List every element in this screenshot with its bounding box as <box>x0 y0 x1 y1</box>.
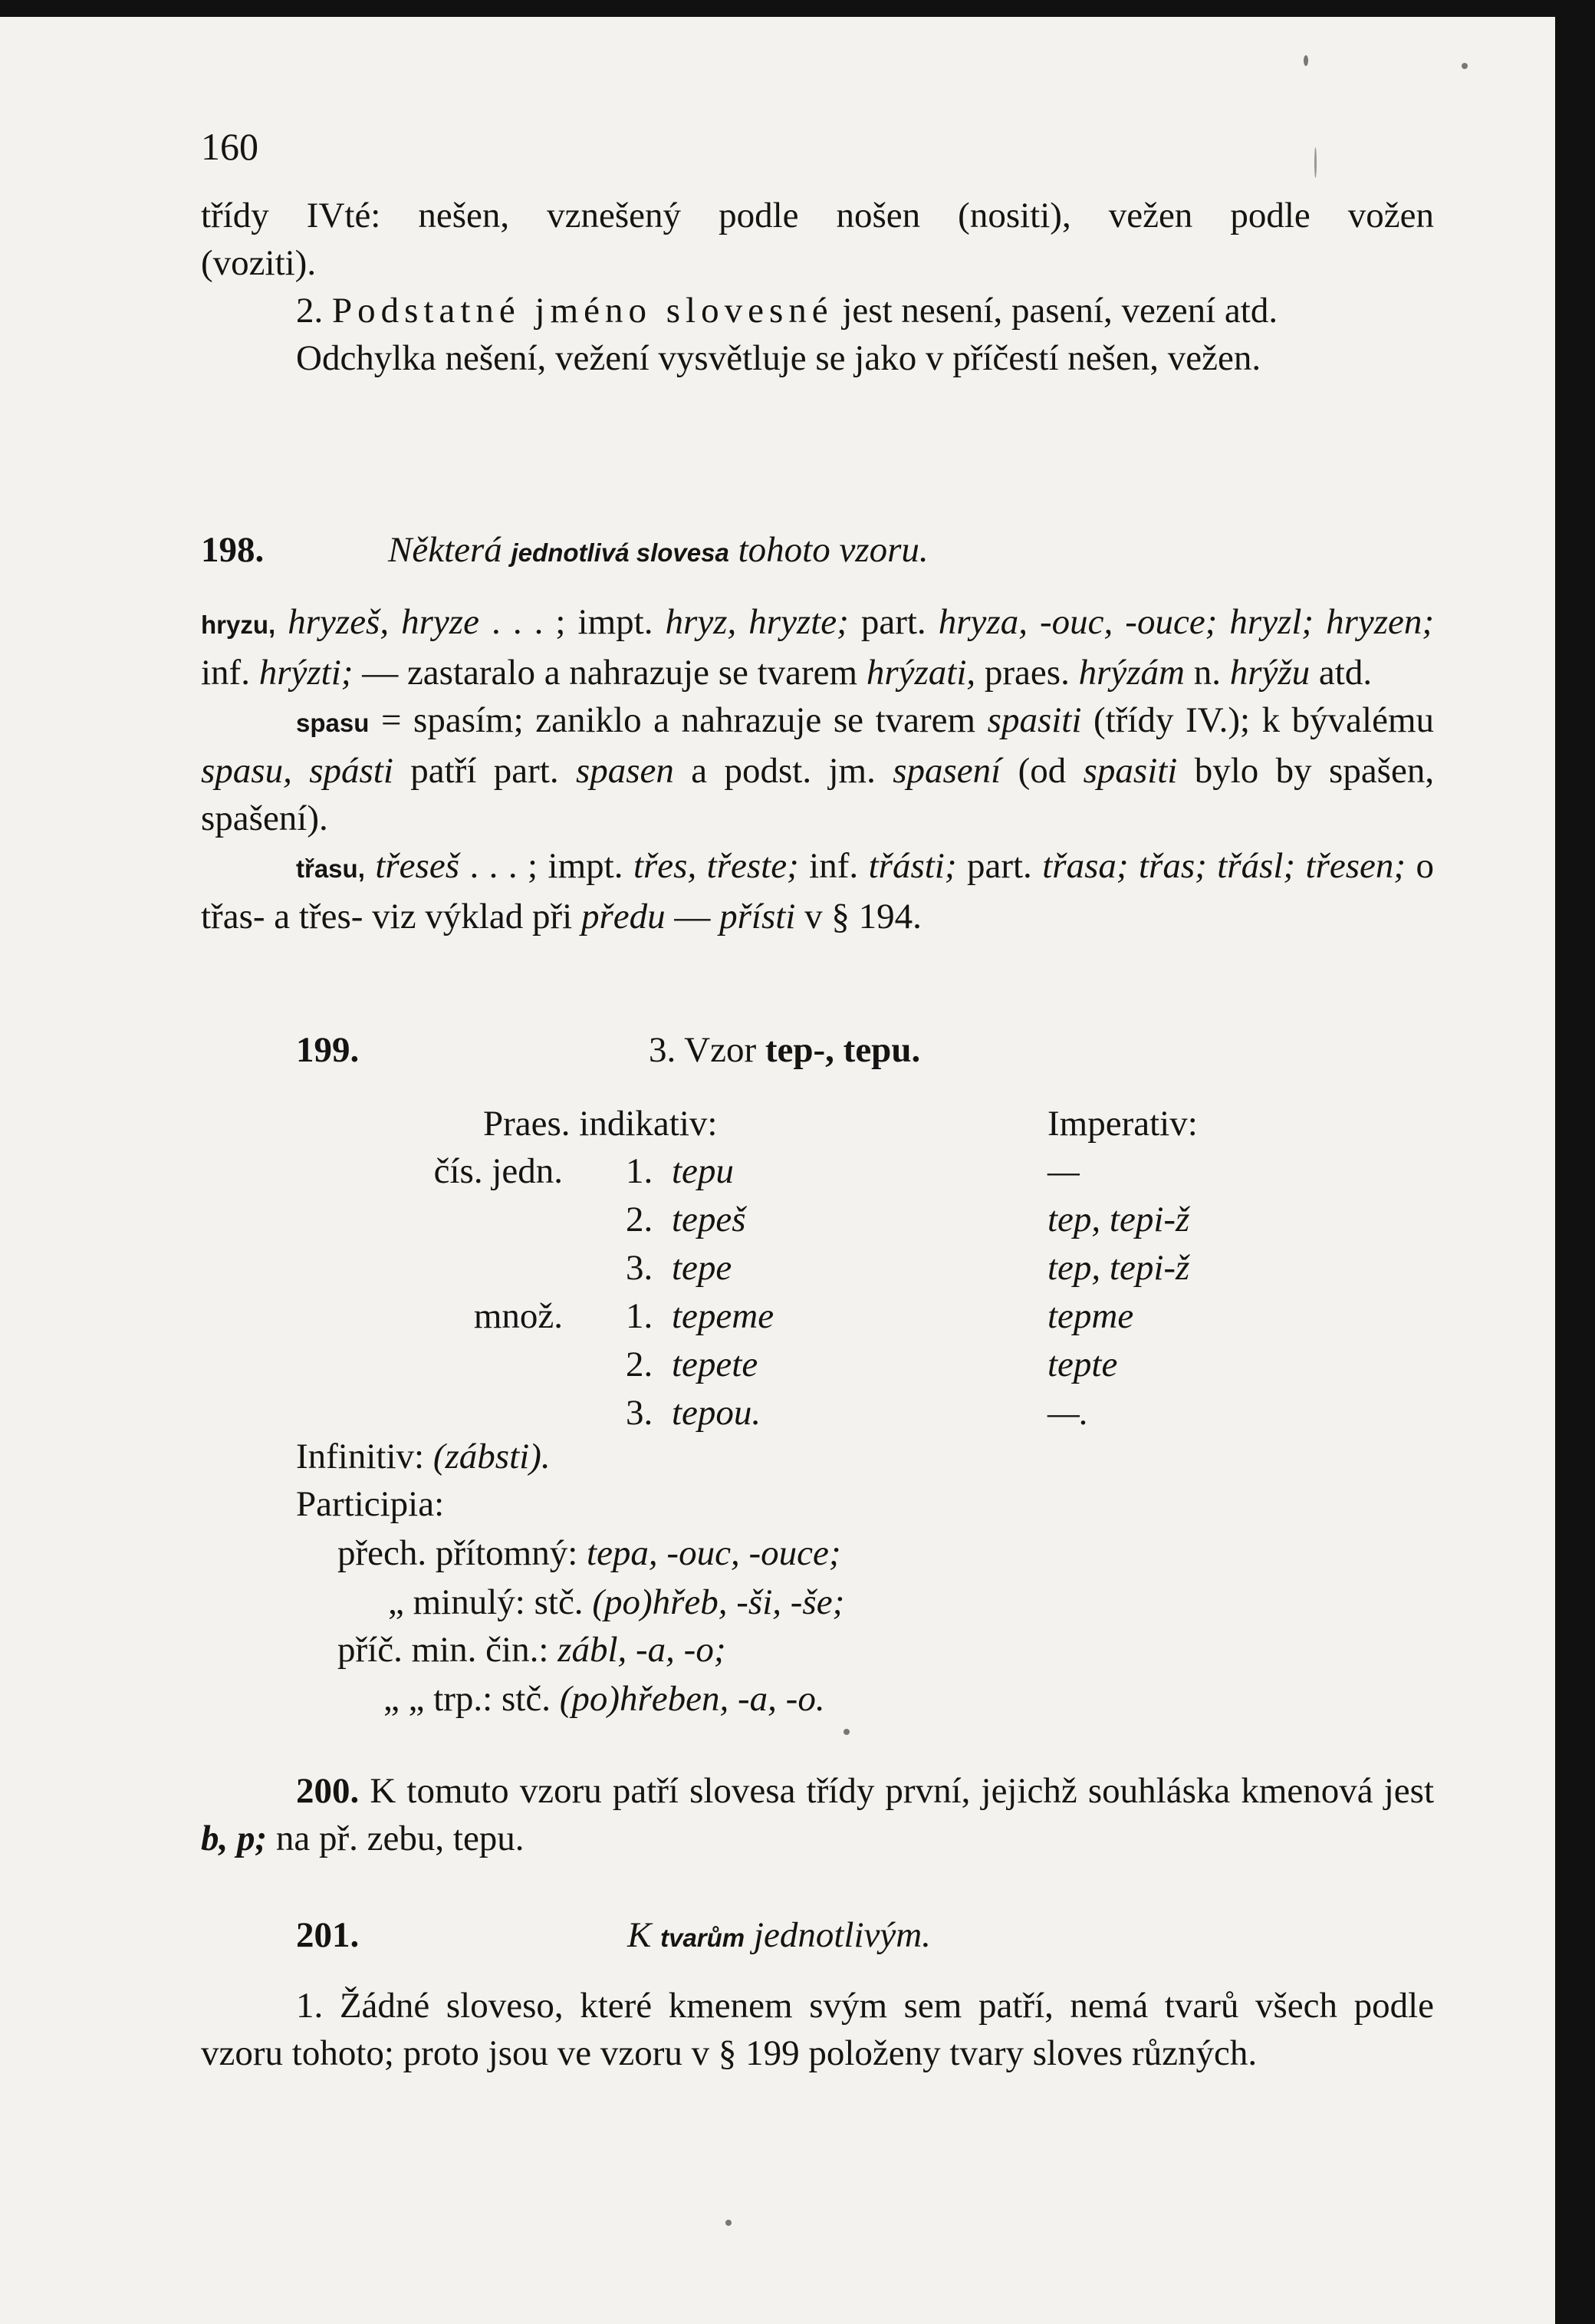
paradigm-person: 1. <box>626 1296 653 1336</box>
entry-form: hrýzati, <box>866 653 976 693</box>
entry-form: hrýzti; <box>258 653 354 693</box>
paradigm-imperative: tepme <box>1047 1296 1134 1336</box>
entry-text: patří part. <box>410 751 559 791</box>
paradigm-person: 2. <box>626 1200 653 1239</box>
page-number: 160 <box>201 125 258 168</box>
intro-paragraph-2 <box>201 287 1434 334</box>
paradigm-person: 1. <box>626 1151 653 1191</box>
participle-value: (po)hřeben, -a, -o. <box>559 1679 825 1719</box>
entry-text: inf. <box>809 846 859 886</box>
participle-label: přech. přítomný: <box>337 1533 578 1573</box>
section-200 <box>201 1767 1434 1862</box>
entry-text: o třas- a třes- viz výklad při <box>201 846 1435 937</box>
entry-text: atd. <box>1318 653 1373 693</box>
section-number: 200. <box>296 1771 360 1811</box>
paradigm-imperative: — <box>1047 1151 1080 1191</box>
entry-hryzu <box>201 598 1434 696</box>
entry-form: třeseš <box>375 846 459 886</box>
participle-label: příč. min. čin.: <box>337 1630 549 1670</box>
entry-form: třasa; třas; třásl; třesen; <box>1042 846 1406 886</box>
entry-form: hryzeš, hryze <box>288 602 479 642</box>
section-title <box>388 530 929 570</box>
entry-text: (třídy IV.); k bývalému <box>1093 700 1435 740</box>
entry-text: = spasím; zaniklo a nahrazuje se tvarem <box>380 700 976 740</box>
title-part: jednotlivým. <box>753 1915 931 1955</box>
intro-block <box>201 192 1434 382</box>
section-201-title <box>627 1911 931 1962</box>
paradigm-person: 2. <box>626 1345 653 1384</box>
paradigm-imperative: tep, tepi-ž <box>1047 1200 1190 1239</box>
scan-speck <box>1462 63 1468 69</box>
section-199-title <box>649 1026 920 1074</box>
title-part: tvarům <box>660 1924 745 1952</box>
title-part: Některá <box>388 530 502 570</box>
entry-form: spasen <box>575 751 674 791</box>
entry-head: spasu <box>296 709 370 737</box>
paradigm-form: tepu <box>672 1151 734 1191</box>
paragraph-number: 2. <box>296 291 324 331</box>
paradigm-imperative: —. <box>1047 1393 1089 1433</box>
entry-form: hryzl; hryzen; <box>1229 602 1435 642</box>
paradigm-person: 3. <box>626 1393 653 1433</box>
entry-form: třásti; <box>868 846 957 886</box>
entry-text: . . . ; impt. <box>469 846 623 886</box>
infinitiv-value: (zábsti). <box>432 1437 551 1476</box>
participle-label: „ minulý: stč. <box>388 1582 584 1622</box>
paragraph-form: b, p; <box>201 1819 268 1858</box>
section-198-heading <box>201 526 1434 577</box>
intro-line-2: (voziti). <box>201 243 317 283</box>
scan-speck <box>1304 55 1308 66</box>
entry-text: part. <box>966 846 1032 886</box>
entry-head: třasu, <box>296 854 365 883</box>
paradigm-form: tepete <box>672 1345 758 1384</box>
entry-form: hryz, hryzte; <box>665 602 849 642</box>
section-199-number: 199. <box>296 1030 360 1070</box>
spaced-term: Podstatné jméno slovesné <box>332 291 834 331</box>
intro-line-1: třídy IVté: nešen, vznešený podle nošen (nositi), vežen podle vožen <box>201 196 1434 235</box>
header-imperativ: Imperativ: <box>1047 1104 1198 1144</box>
entry-text: bylo by spašen, spašení). <box>201 751 1435 838</box>
paragraph-text: na př. zebu, tepu. <box>275 1819 525 1858</box>
title-part: K <box>627 1915 652 1955</box>
paradigm-imperative: tep, tepi-ž <box>1047 1248 1190 1288</box>
intro-odchylka: Odchylka nešení, vežení vysvětluje se jako v příčestí nešen, vežen. <box>296 338 1261 378</box>
title-part: jednotlivá slovesa <box>511 538 729 567</box>
participle-value: (po)hřeb, -ši, -še; <box>592 1582 845 1622</box>
entry-text: — zastaralo a nahrazuje se tvarem <box>362 653 858 693</box>
entry-text: v § 194. <box>804 897 922 937</box>
scan-speck <box>844 1729 850 1735</box>
participle-line-2 <box>388 1578 844 1626</box>
paradigm-form: tepeme <box>672 1296 774 1336</box>
paradigm-imperative: tepte <box>1047 1345 1118 1384</box>
entry-form: hryza, -ouc, -ouce; <box>938 602 1218 642</box>
participle-value: zábl, -a, -o; <box>557 1630 726 1670</box>
paradigm-person: 3. <box>626 1248 653 1288</box>
entry-form: spasu, spásti <box>201 751 393 791</box>
title-part: tohoto vzoru. <box>738 530 929 570</box>
paradigm-form: tepeš <box>672 1200 746 1239</box>
infinitiv-line <box>296 1433 551 1480</box>
entry-text: . . . ; impt. <box>492 602 653 642</box>
participle-line-1 <box>337 1529 840 1577</box>
section-201-number: 201. <box>296 1915 360 1955</box>
participle-line-4 <box>383 1675 825 1723</box>
paradigm-group: čís. jedn. <box>433 1151 563 1191</box>
entry-text: n. <box>1193 653 1221 693</box>
entry-head: hryzu, <box>201 611 276 639</box>
paradigm-group: množ. <box>473 1296 563 1336</box>
entry-form: spasiti <box>1083 751 1178 791</box>
entry-form: třes, třeste; <box>633 846 799 886</box>
entry-form: hrýžu <box>1229 653 1311 693</box>
entry-text: praes. <box>984 653 1070 693</box>
entry-form: spasení <box>893 751 1001 791</box>
paradigm-form: tepou. <box>672 1393 761 1433</box>
participle-label: „ „ trp.: stč. <box>383 1679 551 1719</box>
paragraph-text: jest nesení, pasení, vezení atd. <box>842 291 1278 331</box>
entry-text: (od <box>1018 751 1067 791</box>
entry-spasu <box>201 696 1434 842</box>
header-praes-indikativ: Praes. indikativ: <box>483 1104 718 1144</box>
entry-text: part. <box>860 602 926 642</box>
title-part: tep-, tepu. <box>765 1030 921 1070</box>
participle-line-3 <box>337 1626 725 1674</box>
section-198-body <box>201 598 1434 940</box>
entry-form: přísti <box>719 897 796 937</box>
title-part: 3. Vzor <box>649 1030 757 1070</box>
entry-trasu <box>201 842 1434 940</box>
infinitiv-label: Infinitiv: <box>296 1437 425 1476</box>
paragraph-text: K tomuto vzoru patří slovesa třídy první, jejichž souhláska kmenová jest <box>370 1771 1435 1811</box>
entry-form: spasiti <box>987 700 1082 740</box>
section-201-paragraph-1: 1. Žádné sloveso, které kmenem svým sem patří, nemá tvarů všech podle vzoru tohoto; proto jsou ve vzoru v § 199 položeny tvary sloves různých. <box>201 1986 1434 2073</box>
entry-text: — <box>674 897 711 937</box>
entry-form: hrýzám <box>1078 653 1185 693</box>
section-number: 198. <box>201 530 265 570</box>
entry-form: předu <box>580 897 666 937</box>
paradigm-form: tepe <box>672 1248 732 1288</box>
scan-speck <box>1314 147 1317 178</box>
entry-text: inf. <box>201 653 250 693</box>
scan-speck <box>725 2220 732 2226</box>
entry-text: a podst. jm. <box>691 751 876 791</box>
participle-value: tepa, -ouc, -ouce; <box>587 1533 841 1573</box>
participia-label: Participia: <box>296 1484 445 1524</box>
